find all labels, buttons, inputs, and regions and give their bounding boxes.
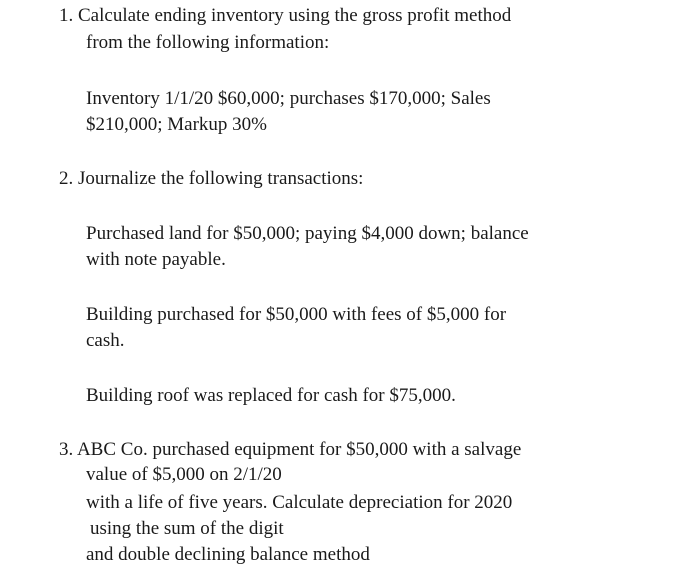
question-2-heading: 2. Journalize the following transactions: [59,168,364,189]
question-3-line-1: 3. ABC Co. purchased equipment for $50,000 with a salvage [59,439,522,460]
transaction-2-line-1: Building purchased for $50,000 with fees of $5,000 for [86,304,507,325]
question-1-heading-line-2: from the following information: [86,32,330,53]
question-1-heading-line-1: 1. Calculate ending inventory using the gross profit method [59,5,512,26]
question-3-line-2: value of $5,000 on 2/1/20 [86,464,282,485]
question-3-line-4: using the sum of the digit [90,518,284,539]
transaction-1-line-2: with note payable. [86,249,226,270]
transaction-1-line-1: Purchased land for $50,000; paying $4,000 down; balance [86,223,529,244]
question-1-info-line-2: $210,000; Markup 30% [86,114,268,135]
question-3-line-3: with a life of five years. Calculate depreciation for 2020 [86,492,513,513]
transaction-3-line-1: Building roof was replaced for cash for $75,000. [86,385,456,406]
question-1-info-line-1: Inventory 1/1/20 $60,000; purchases $170,000; Sales [86,88,491,109]
transaction-2-line-2: cash. [86,330,125,351]
question-3-line-5: and double declining balance method [86,544,370,565]
